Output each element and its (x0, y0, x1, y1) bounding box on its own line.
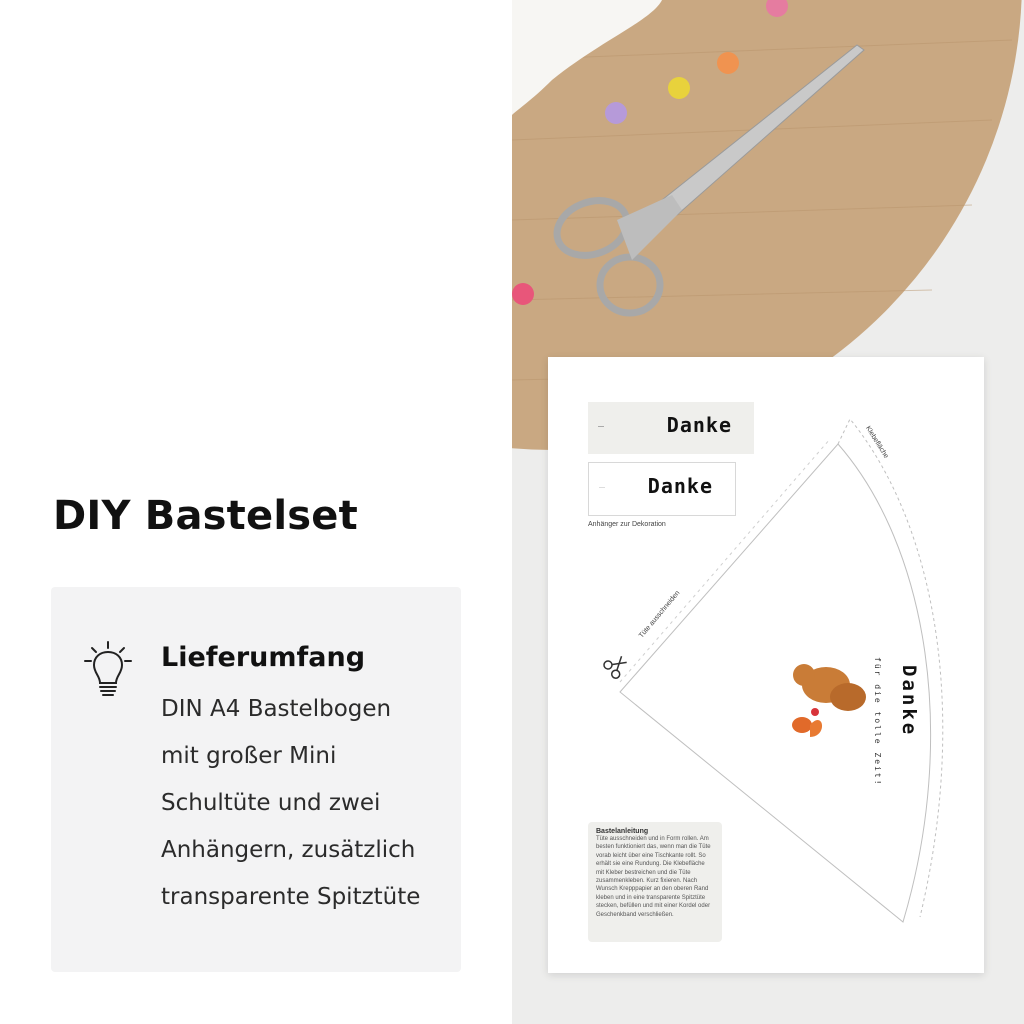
card-line-3: Schultüte und zwei (161, 790, 381, 816)
card-line-1: DIN A4 Bastelbogen (161, 696, 392, 722)
gift-tag-2-text: Danke (647, 474, 713, 498)
instructions-box (588, 822, 722, 942)
glue-label: Klebefläche (864, 425, 890, 460)
card-line-4: Anhängern, zusätzlich (161, 837, 416, 863)
cut-scissors-icon (602, 652, 630, 680)
gift-tag-1-text: Danke (666, 413, 732, 437)
cone-subtitle: für die tolle Zeit! (873, 657, 882, 787)
candy-orange (717, 52, 739, 74)
bear-illustration (793, 664, 866, 711)
lightbulb-icon (82, 640, 134, 700)
page-title: DIY Bastelset (53, 493, 358, 539)
tag-caption: Anhänger zur Dekoration (588, 521, 666, 528)
candy-purple (605, 102, 627, 124)
instructions-title: Bastelanleitung (596, 828, 649, 835)
cut-label: Tüte ausschneiden (638, 589, 682, 640)
candy-red (512, 283, 534, 305)
card-heading: Lieferumfang (161, 642, 366, 673)
card-line-2: mit großer Mini (161, 743, 337, 769)
card-line-5: transparente Spitztüte (161, 884, 421, 910)
craft-sheet (548, 357, 984, 973)
squirrel-illustration (792, 708, 822, 737)
instructions-text: Tüte ausschneiden und in Form rollen. Am besten funktioniert das, wenn man die Tüte vorab leicht über eine Tischkante rollt. So erhält sie eine Rundung. Die Klebefläche mit Kleber bestreichen und die Tüte zusammenkleben. Kurz fixieren. Nach Wunsch Krepppapier an den oberen Rand kleben und in eine transparente Spitztüte stecken, befüllen und mit einer Kordel oder Geschenkband verschließen. (596, 836, 711, 918)
cone-title: Danke (898, 665, 920, 738)
candy-yellow (668, 77, 690, 99)
